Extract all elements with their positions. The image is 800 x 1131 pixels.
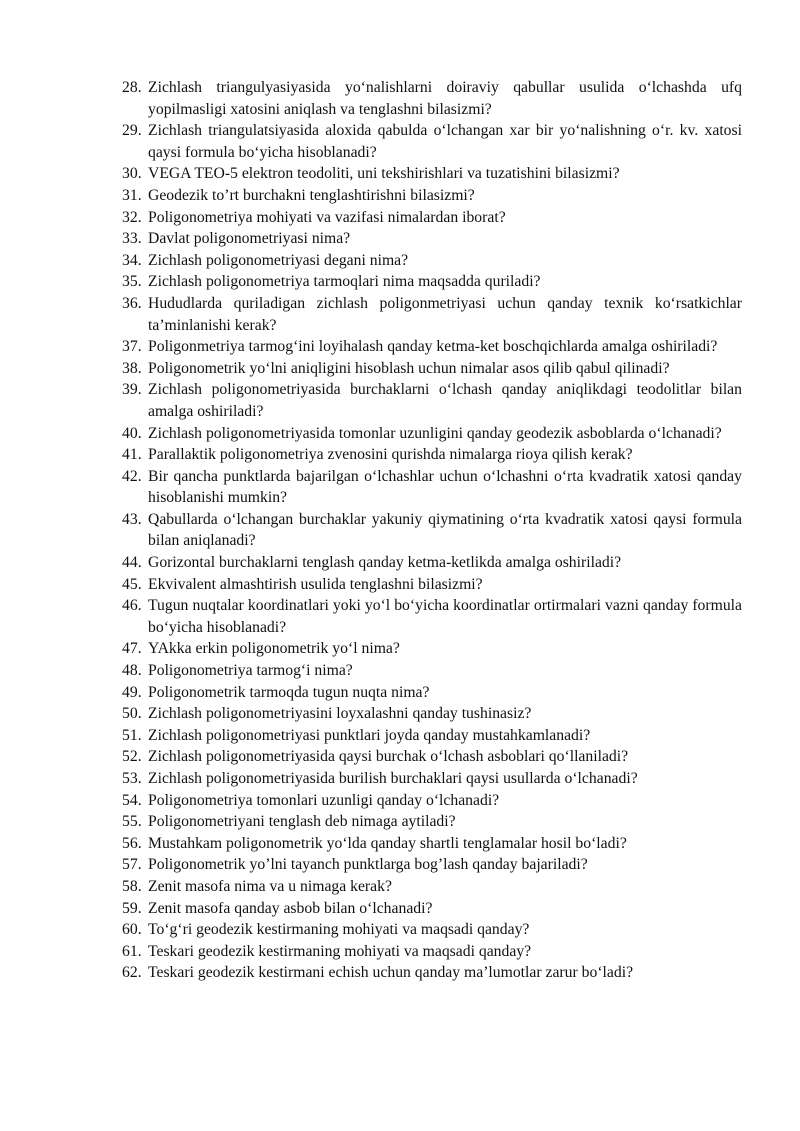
question-item xyxy=(122,941,742,963)
question-text: Zenit masofa nima va u nimaga kerak? xyxy=(148,877,392,895)
question-number: 32. xyxy=(122,208,142,226)
question-number: 52. xyxy=(122,748,142,766)
question-text: Gorizontal burchaklarni tenglash qanday ketma-ketlikda amalga oshiriladi? xyxy=(148,554,622,572)
question-list xyxy=(122,77,742,984)
question-item xyxy=(122,379,742,422)
question-item xyxy=(122,660,742,682)
question-number: 33. xyxy=(122,230,142,248)
question-item xyxy=(122,854,742,876)
question-number: 41. xyxy=(122,446,142,464)
question-text: Poligonometrik yo’lni tayanch punktlarga bog’lash qanday bajariladi? xyxy=(148,856,588,874)
question-item xyxy=(122,703,742,725)
question-text: Zichlash poligonometriyasi degani nima? xyxy=(148,251,409,269)
question-text: Tugun nuqtalar koordinatlari yoki yo‘l bo‘yicha koordinatlar ortirmalari vazni qanday formula bo‘yicha hisoblanadi? xyxy=(148,597,742,636)
question-item xyxy=(122,271,742,293)
question-number: 60. xyxy=(122,921,142,939)
question-text: Zichlash poligonometriya tarmoqlari nima maqsadda quriladi? xyxy=(148,273,541,291)
question-text: Zichlash poligonometriyasini loyxalashni qanday tushinasiz? xyxy=(148,705,532,723)
question-number: 61. xyxy=(122,942,142,960)
question-number: 38. xyxy=(122,359,142,377)
question-number: 35. xyxy=(122,273,142,291)
question-text: Hududlarda quriladigan zichlash poligonmetriyasi uchun qanday texnik ko‘rsatkichlar ta’minlanishi kerak? xyxy=(148,294,742,334)
question-text: Poligonometrik tarmoqda tugun nuqta nima? xyxy=(148,683,430,701)
question-item xyxy=(122,833,742,855)
question-number: 47. xyxy=(122,640,142,658)
question-item xyxy=(122,163,742,185)
question-text: VEGA TEO-5 elektron teodoliti, uni tekshirishlari va tuzatishini bilasizmi? xyxy=(148,165,620,183)
question-number: 28. xyxy=(122,79,142,96)
question-text: Mustahkam poligonometrik yo‘lda qanday shartli tenglamalar hosil bo‘ladi? xyxy=(148,834,627,852)
question-text: Davlat poligonometriyasi nima? xyxy=(148,230,351,248)
question-text: Poligonmetriya tarmog‘ini loyihalash qanday ketma-ket boschqichlarda amalga oshiriladi? xyxy=(148,338,718,356)
question-item xyxy=(122,638,742,660)
question-number: 58. xyxy=(122,877,142,895)
question-item xyxy=(122,250,742,272)
question-text: Parallaktik poligonometriya zvenosini qurishda nimalarga rioya qilish kerak? xyxy=(148,446,633,464)
question-item xyxy=(122,466,742,509)
question-number: 54. xyxy=(122,791,142,809)
question-text: Zenit masofa qanday asbob bilan o‘lchanadi? xyxy=(148,899,433,917)
question-text: YAkka erkin poligonometrik yo‘l nima? xyxy=(148,640,400,658)
question-number: 29. xyxy=(122,122,142,140)
question-text: Bir qancha punktlarda bajarilgan o‘lchashlar uchun o‘lchashni o‘rta kvadratik xatosi qanday hisoblanishi mumkin? xyxy=(148,467,742,507)
question-number: 39. xyxy=(122,381,142,399)
question-text: Zichlash poligonometriyasida burilish burchaklari qaysi usullarda o‘lchanadi? xyxy=(148,770,638,787)
question-number: 49. xyxy=(122,683,142,701)
question-item xyxy=(122,358,742,380)
question-item xyxy=(122,595,742,638)
question-item xyxy=(122,207,742,229)
question-number: 56. xyxy=(122,834,142,852)
question-text: Poligonometrik yo‘lni aniqligini hisoblash uchun nimalar asos qilib qabul qilinadi? xyxy=(148,359,670,377)
question-text: Poligonometriya tarmog‘i nima? xyxy=(148,662,353,680)
question-item xyxy=(122,552,742,574)
question-text: Zichlash triangulyasiyasida yo‘nalishlarni doiraviy qabullar usulida o‘lchashda ufq yopilmasligi xatosini aniqlash va tenglashni bilasizmi? xyxy=(148,79,742,118)
question-item xyxy=(122,876,742,898)
question-number: 62. xyxy=(122,964,142,982)
question-text: Teskari geodezik kestirmani echish uchun qanday ma’lumotlar zarur bo‘ladi? xyxy=(148,964,634,982)
question-item xyxy=(122,228,742,250)
question-item xyxy=(122,77,742,120)
question-text: Poligonometriya tomonlari uzunligi qanday o‘lchanadi? xyxy=(148,791,500,809)
question-text: Zichlash poligonometriyasida qaysi burchak o‘lchash asboblari qo‘llaniladi? xyxy=(148,748,629,766)
question-item xyxy=(122,336,742,358)
question-item xyxy=(122,725,742,747)
question-item xyxy=(122,790,742,812)
question-item xyxy=(122,509,742,552)
question-number: 53. xyxy=(122,770,142,787)
question-item xyxy=(122,811,742,833)
question-number: 59. xyxy=(122,899,142,917)
question-number: 40. xyxy=(122,424,142,442)
question-item xyxy=(122,898,742,920)
question-number: 37. xyxy=(122,338,142,356)
question-text: Poligonometriya mohiyati va vazifasi nimalardan iborat? xyxy=(148,208,506,226)
question-item xyxy=(122,768,742,790)
question-number: 44. xyxy=(122,554,142,572)
question-text: Poligonometriyani tenglash deb nimaga aytiladi? xyxy=(148,813,456,831)
question-text: Zichlash poligonometriyasida burchaklarni o‘lchash qanday aniqlikdagi teodolitlar bilan amalga oshiriladi? xyxy=(148,381,742,420)
question-text: Zichlash poligonometriyasida tomonlar uzunligini qanday geodezik asboblarda o‘lchanadi? xyxy=(148,424,722,442)
question-number: 31. xyxy=(122,186,142,204)
question-number: 36. xyxy=(122,294,142,312)
question-text: Qabullarda o‘lchangan burchaklar yakuniy qiymatining o‘rta kvadratik xatosi qaysi formula bilan aniqlanadi? xyxy=(148,510,742,550)
question-number: 43. xyxy=(122,510,142,528)
question-item xyxy=(122,185,742,207)
question-number: 50. xyxy=(122,705,142,723)
question-text: Zichlash triangulatsiyasida aloxida qabulda o‘lchangan xar bir yo‘nalishning o‘r. kv. xatosi qaysi formula bo‘yicha hisoblanadi? xyxy=(148,122,742,161)
question-number: 51. xyxy=(122,726,142,744)
question-number: 55. xyxy=(122,813,142,831)
question-text: Zichlash poligonometriyasi punktlari joyda qanday mustahkamlanadi? xyxy=(148,726,591,744)
question-number: 30. xyxy=(122,165,142,183)
question-item xyxy=(122,919,742,941)
question-number: 46. xyxy=(122,597,142,615)
question-item xyxy=(122,574,742,596)
question-item xyxy=(122,120,742,163)
question-number: 45. xyxy=(122,575,142,593)
question-number: 48. xyxy=(122,662,142,680)
question-item xyxy=(122,423,742,445)
question-text: Ekvivalent almashtirish usulida tenglashni bilasizmi? xyxy=(148,575,483,593)
question-item xyxy=(122,293,742,336)
question-text: Geodezik to’rt burchakni tenglashtirishni bilasizmi? xyxy=(148,186,475,204)
question-item xyxy=(122,682,742,704)
question-number: 57. xyxy=(122,856,142,874)
question-number: 34. xyxy=(122,251,142,269)
question-item xyxy=(122,962,742,984)
question-number: 42. xyxy=(122,467,142,485)
question-text: To‘g‘ri geodezik kestirmaning mohiyati va maqsadi qanday? xyxy=(148,921,530,939)
question-text: Teskari geodezik kestirmaning mohiyati va maqsadi qanday? xyxy=(148,942,532,960)
question-item xyxy=(122,444,742,466)
question-item xyxy=(122,746,742,768)
